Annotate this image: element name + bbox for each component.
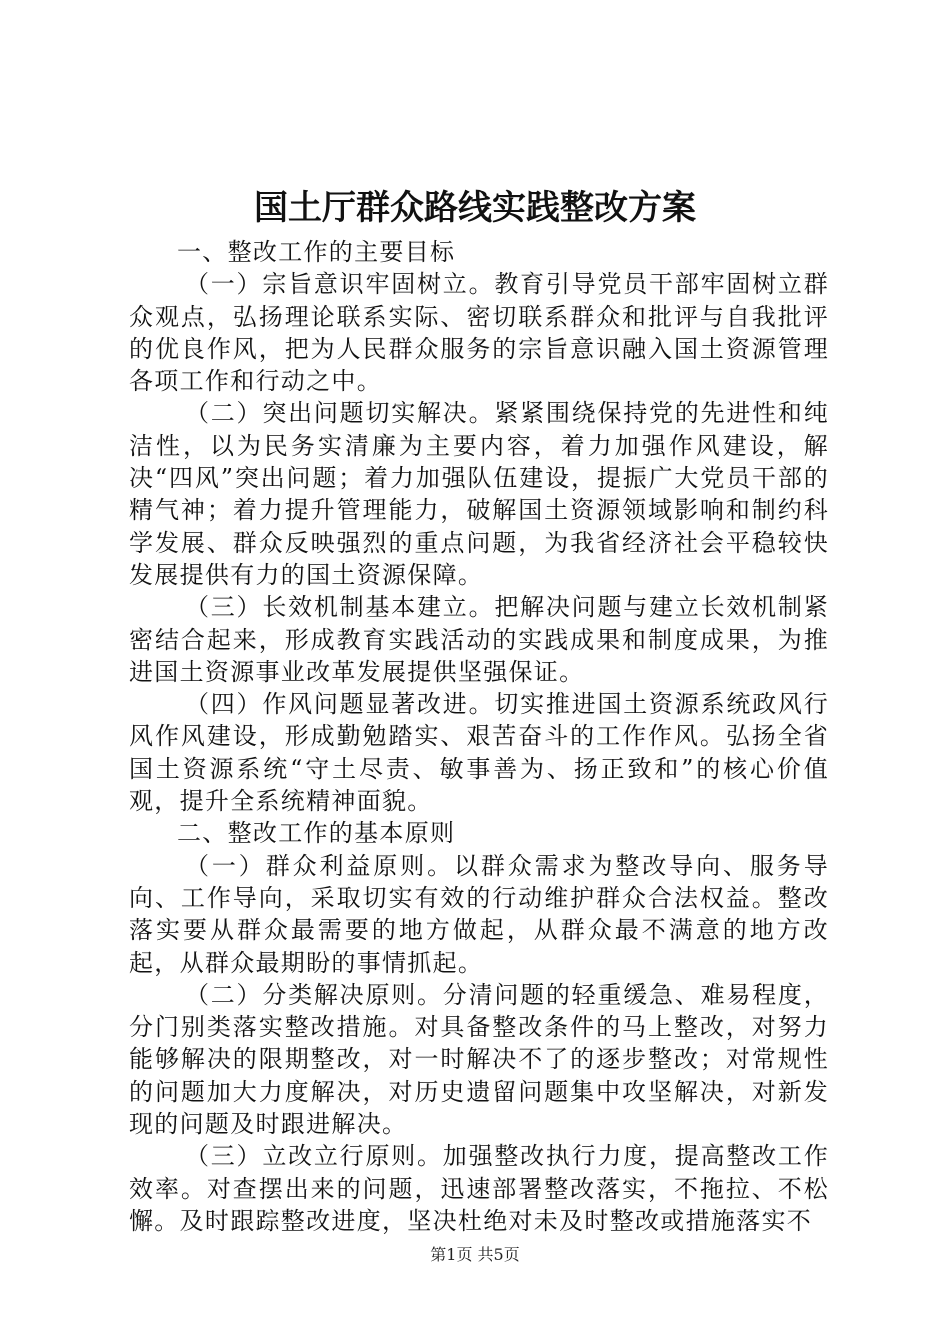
paragraph-1-3: （三）长效机制基本建立。把解决问题与建立长效机制紧密结合起来，形成教育实践活动的实践成果和制度成果，为推进国土资源事业改革发展提供坚强保证。	[129, 593, 829, 686]
paragraph-2-2: （二）分类解决原则。分清问题的轻重缓急、难易程度，分门别类落实整改措施。对具备整改条件的马上整改，对努力能够解决的限期整改，对一时解决不了的逐步整改；对常规性的问题加大力度解决，对历史遗留问题集中攻坚解决，对新发现的问题及时跟进解决。	[129, 980, 829, 1139]
document-body	[129, 236, 829, 1237]
page-footer: 第1页 共5页	[430, 1245, 520, 1264]
paragraph-2-1: （一）群众利益原则。以群众需求为整改导向、服务导向、工作导向，采取切实有效的行动维护群众合法权益。整改落实要从群众最需要的地方做起，从群众最不满意的地方改起，从群众最期盼的事情抓起。	[129, 851, 829, 977]
paragraph-1-1: （一）宗旨意识牢固树立。教育引导党员干部牢固树立群众观点，弘扬理论联系实际、密切联系群众和批评与自我批评的优良作风，把为人民群众服务的宗旨意识融入国土资源管理各项工作和行动之中。	[129, 270, 829, 396]
section-heading-2: 二、整改工作的基本原则	[177, 819, 456, 848]
paragraph-2-3: （三）立改立行原则。加强整改执行力度，提高整改工作效率。对查摆出来的问题，迅速部署整改落实，不拖拉、不松懈。及时跟踪整改进度，坚决杜绝对未及时整改或措施落实不	[129, 1142, 829, 1235]
document-title: 国土厅群众路线实践整改方案	[254, 188, 696, 228]
paragraph-1-2: （二）突出问题切实解决。紧紧围绕保持党的先进性和纯洁性，以为民务实清廉为主要内容，着力加强作风建设，解决“四风”突出问题；着力加强队伍建设，提振广大党员干部的精气神；着力提升管理能力，破解国土资源领域影响和制约科学发展、群众反映强烈的重点问题，为我省经济社会平稳较快发展提供有力的国土资源保障。	[129, 399, 829, 589]
paragraph-1-4: （四）作风问题显著改进。切实推进国土资源系统政风行风作风建设，形成勤勉踏实、艰苦奋斗的工作作风。弘扬全省国土资源系统“守土尽责、敏事善为、扬正致和”的核心价值观，提升全系统精神面貌。	[129, 690, 829, 816]
section-heading-1: 一、整改工作的主要目标	[177, 238, 456, 266]
